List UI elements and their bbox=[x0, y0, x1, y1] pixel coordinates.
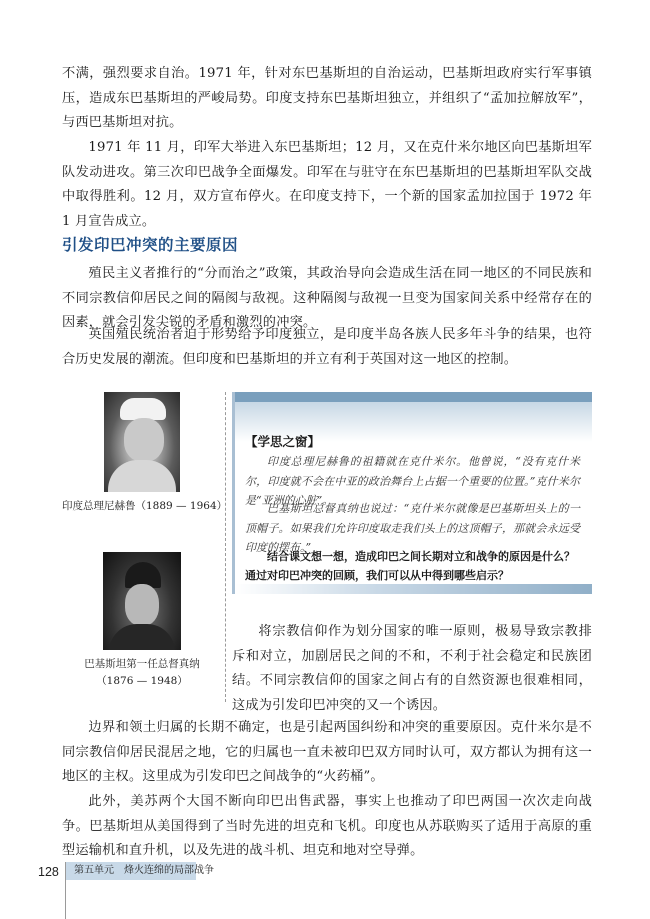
nehru-portrait-image bbox=[104, 392, 180, 492]
figure-caption-nehru: 印度总理尼赫鲁（1889 — 1964） bbox=[62, 500, 228, 512]
box-quote-nehru: 印度总理尼赫鲁的祖籍就在克什米尔。他曾说，“没有克什米尔，印度就不会在中亚的政治舞台上占据一个重要的位置。”克什米尔是“亚洲的心脏”。 bbox=[245, 455, 580, 507]
box-discussion-question: 结合课文想一想，造成印巴之间长期对立和战争的原因是什么？通过对印巴冲突的回顾，我们可以从中得到哪些启示？ bbox=[245, 550, 575, 582]
paragraph-religion-principle: 将宗教信仰作为划分国家的唯一原则，极易导致宗教排斥和对立，加剧居民之间的不和，不利于社会稳定和民族团结。不同宗教信仰的国家之间占有的自然资源也很难相同，这成为引发印巴冲突的又一个诱因。 bbox=[232, 624, 592, 713]
figure-nehru bbox=[62, 392, 228, 515]
box-header-bar bbox=[235, 392, 592, 402]
box-title: 【学思之窗】 bbox=[245, 434, 321, 449]
box-footer-bar bbox=[235, 584, 592, 594]
box-quote-jinnah: 巴基斯坦总督真纳也说过：“克什米尔就像是巴基斯坦头上的一顶帽子。如果我们允许印度取走我们头上的这顶帽子，那就会永远受印度的摆布。” bbox=[245, 502, 580, 554]
section-title: 引发印巴冲突的主要原因 bbox=[62, 236, 239, 254]
page-number: 128 bbox=[38, 865, 59, 879]
paragraph-border-dispute: 边界和领土归属的长期不确定，也是引起两国纠纷和冲突的重要原因。克什米尔是不同宗教信仰居民混居之地，它的归属也一直未被印巴双方同时认可，双方都认为拥有这一地区的主权。这里成为引发印巴之间战争的“火药桶”。 bbox=[62, 720, 592, 784]
paragraph-british-control: 英国殖民统治者迫于形势给予印度独立，是印度半岛各族人民多年斗争的结果，也符合历史发展的潮流。但印度和巴基斯坦的并立有利于英国对这一地区的控制。 bbox=[62, 327, 592, 367]
unit-label: 第五单元 烽火连绵的局部战争 bbox=[66, 862, 196, 880]
column-divider bbox=[225, 392, 226, 702]
paragraph-arms-sales: 此外，美苏两个大国不断向印巴出售武器，事实上也推动了印巴两国一次次走向战争。巴基斯坦从美国得到了当时先进的坦克和飞机。印度也从苏联购买了适用于高原的重型运输机和直升机，以及先进的战斗机、坦克和地对空导弹。 bbox=[62, 794, 592, 858]
paragraph-bangladesh-context: 不满，强烈要求自治。1971 年，针对东巴基斯坦的自治运动，巴基斯坦政府实行军事镇压，造成东巴基斯坦的严峻局势。印度支持东巴基斯坦独立，并组织了“孟加拉解放军”，与西巴基斯坦对抗。 bbox=[62, 66, 592, 130]
figure-caption-jinnah-name: 巴基斯坦第一任总督真纳 bbox=[84, 658, 200, 670]
figure-jinnah bbox=[62, 552, 222, 690]
paragraph-third-war: 1971 年 11 月，印军大举进入东巴基斯坦；12 月，又在克什米尔地区向巴基斯坦军队发动进攻。第三次印巴战争全面爆发。印军在与驻守在东巴基斯坦的巴基斯坦军队交战中取得胜利。12 月，双方宣布停火。在印度支持下，一个新的国家孟加拉国于 1972 年 1 月宣告成立。 bbox=[62, 140, 592, 229]
study-window-box bbox=[232, 392, 592, 594]
jinnah-portrait-image bbox=[103, 552, 181, 650]
paragraph-divide-and-rule: 殖民主义者推行的“分而治之”政策，其政治导向会造成生活在同一地区的不同民族和不同宗教信仰居民之间的隔阂与敌视。这种隔阂与敌视一旦变为国家间关系中经常存在的因素，就会引发尖锐的矛盾和激烈的冲突。 bbox=[62, 266, 592, 330]
figure-caption-jinnah-years: （1876 — 1948） bbox=[96, 675, 188, 687]
